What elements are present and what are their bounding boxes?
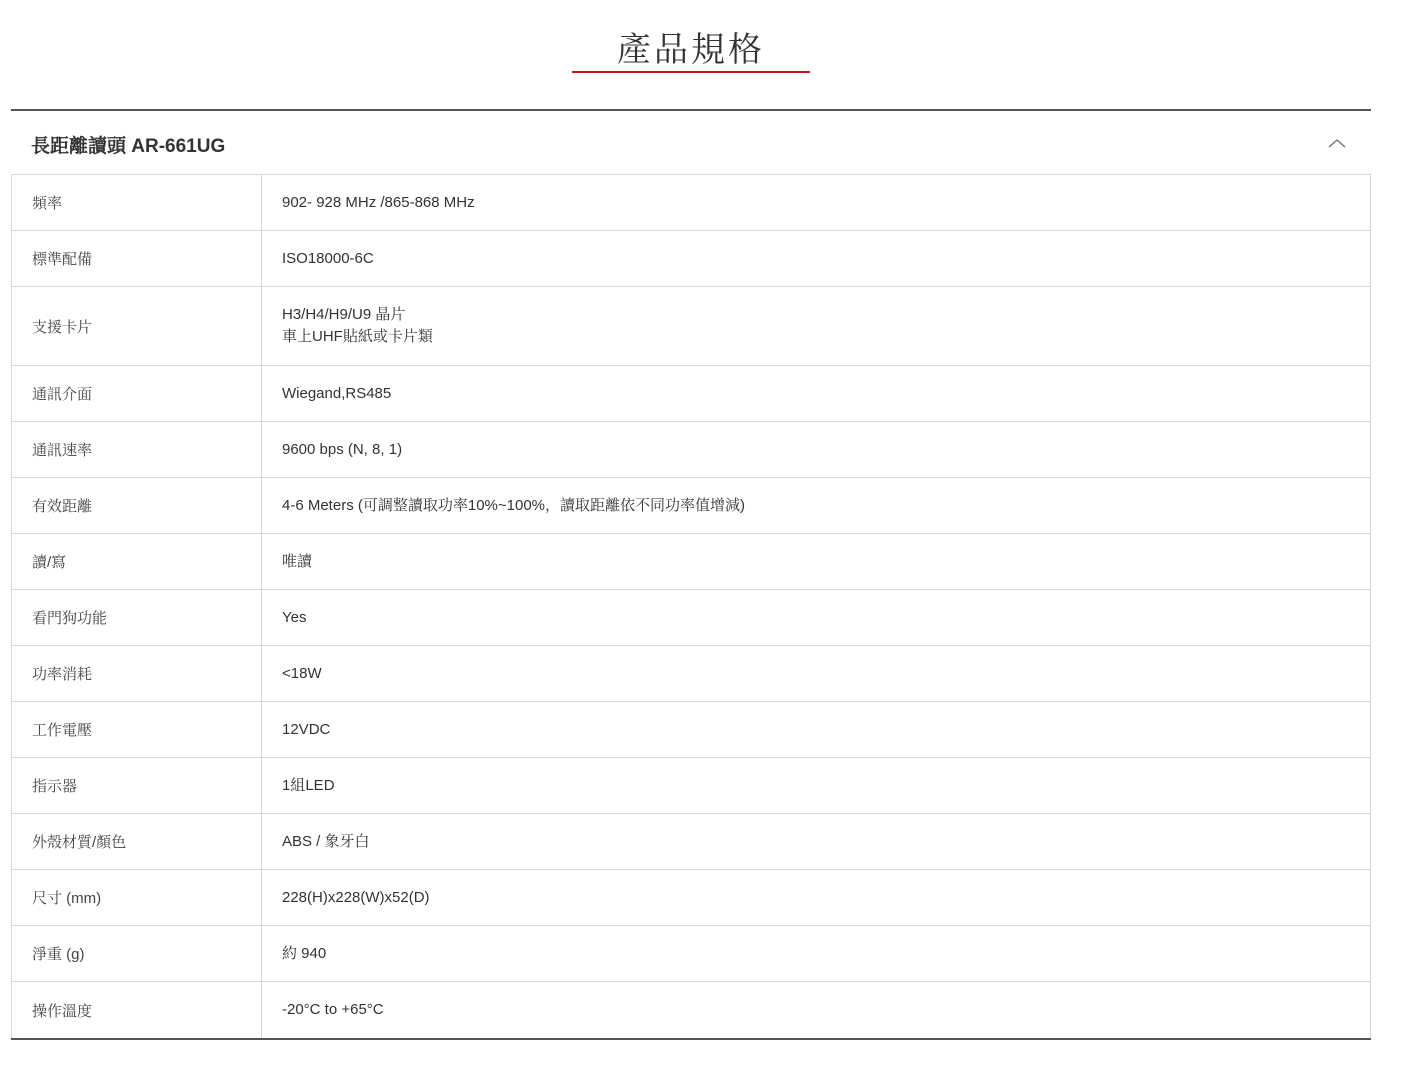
- spec-row: [12, 926, 1370, 982]
- spec-label: 有效距離: [12, 478, 262, 533]
- spec-row: [12, 814, 1370, 870]
- spec-row: [12, 702, 1370, 758]
- spec-label: 功率消耗: [12, 646, 262, 701]
- spec-label: 通訊速率: [12, 422, 262, 477]
- spec-label: 淨重 (g): [12, 926, 262, 981]
- spec-value: 1組LED: [282, 776, 335, 794]
- spec-label: 工作電壓: [12, 702, 262, 757]
- spec-value: ABS / 象牙白: [282, 832, 370, 850]
- spec-value: 4-6 Meters (可調整讀取功率10%~100%，讀取距離依不同功率值增減): [282, 496, 745, 514]
- spec-row: [12, 982, 1370, 1038]
- spec-value: 約 940: [282, 944, 327, 962]
- spec-row: [12, 534, 1370, 590]
- spec-label: 通訊介面: [12, 366, 262, 421]
- spec-value: 902- 928 MHz /865-868 MHz: [282, 193, 475, 211]
- spec-table: [11, 175, 1371, 1038]
- spec-row: [12, 478, 1370, 534]
- spec-value: ISO18000-6C: [282, 249, 374, 267]
- spec-value-line: H3/H4/H9/U9 晶片: [282, 306, 406, 323]
- spec-accordion: [11, 109, 1371, 1040]
- spec-row: [12, 590, 1370, 646]
- spec-label: 支援卡片: [12, 287, 262, 365]
- spec-label: 指示器: [12, 758, 262, 813]
- spec-label: 標準配備: [12, 231, 262, 286]
- spec-row: [12, 758, 1370, 814]
- spec-value: <18W: [282, 664, 322, 682]
- spec-label: 外殼材質/顏色: [12, 814, 262, 869]
- spec-value-line: 車上UHF貼紙或卡片類: [282, 328, 433, 345]
- spec-row: [12, 231, 1370, 287]
- spec-value: -20°C to +65°C: [282, 1001, 384, 1018]
- spec-value: Wiegand,RS485: [282, 384, 392, 402]
- spec-value: 唯讀: [282, 552, 313, 570]
- spec-value: 12VDC: [282, 720, 331, 738]
- spec-row: [12, 422, 1370, 478]
- spec-label: 尺寸 (mm): [12, 870, 262, 925]
- spec-label: 操作溫度: [12, 982, 262, 1038]
- spec-value: Yes: [282, 608, 307, 626]
- accordion-header[interactable]: [11, 111, 1371, 175]
- spec-row: [12, 366, 1370, 422]
- spec-row: [12, 287, 1370, 366]
- spec-row: [12, 870, 1370, 926]
- product-name: 長距離讀頭 AR-661UG: [31, 136, 226, 157]
- spec-value: 228(H)x228(W)x52(D): [282, 888, 430, 906]
- section-title: 產品規格: [617, 31, 765, 69]
- spec-label: 看門狗功能: [12, 590, 262, 645]
- spec-label: 頻率: [12, 175, 262, 230]
- spec-row: [12, 175, 1370, 231]
- title-underline: [572, 71, 810, 73]
- spec-row: [12, 646, 1370, 702]
- spec-value: 9600 bps (N, 8, 1): [282, 440, 403, 458]
- spec-label: 讀/寫: [12, 534, 262, 589]
- spec-value: [262, 287, 1370, 365]
- chevron-up-icon[interactable]: [1325, 131, 1349, 155]
